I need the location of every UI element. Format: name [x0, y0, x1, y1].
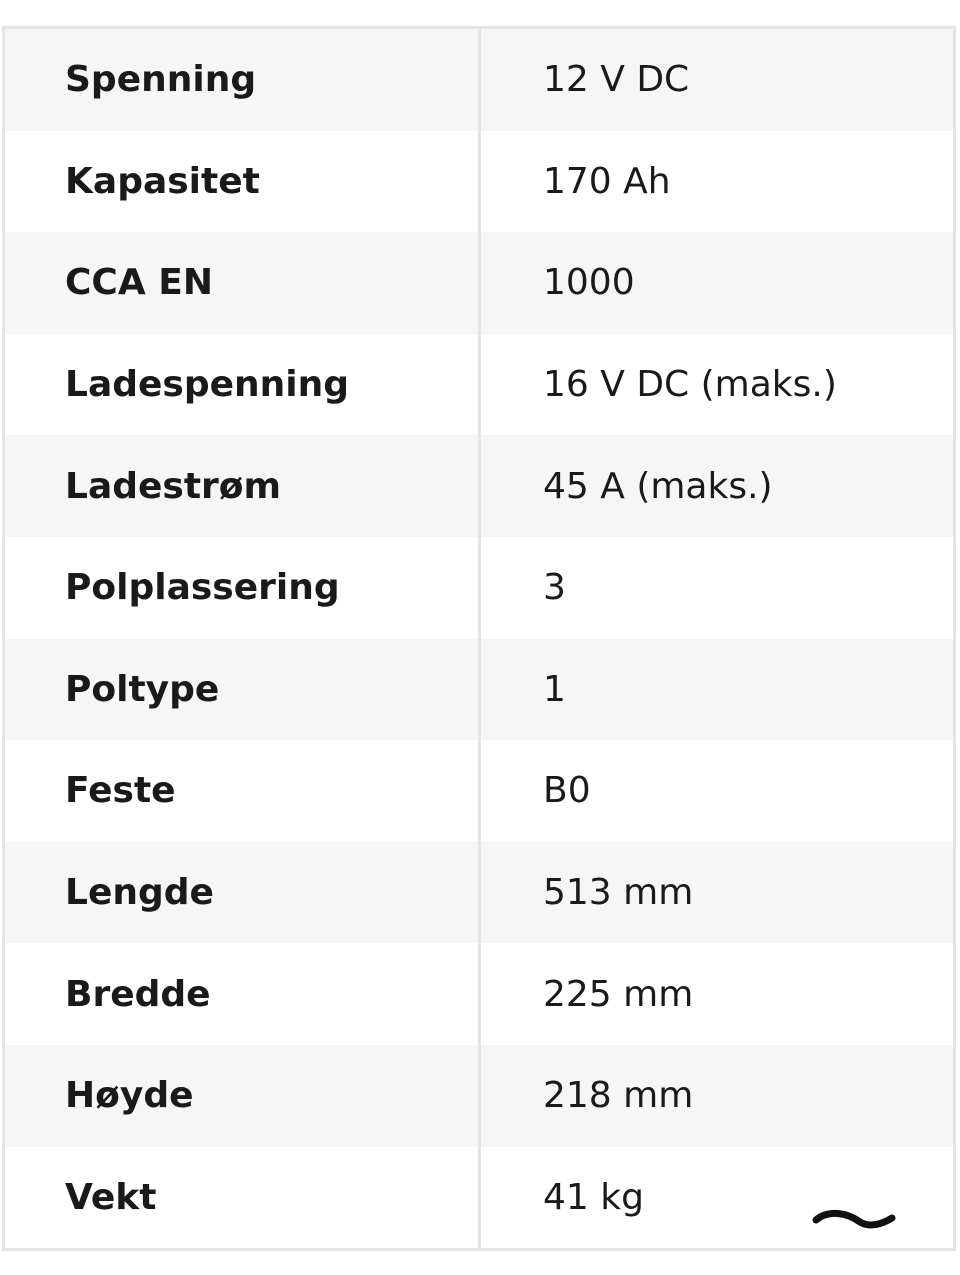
spec-label: Poltype	[5, 639, 481, 741]
spec-row-ladespenning	[5, 334, 953, 436]
spec-label: Vekt	[5, 1147, 481, 1249]
spec-row-lengde	[5, 842, 953, 944]
spec-value: 3	[543, 567, 566, 609]
spec-value: 513 mm	[543, 872, 694, 914]
spec-value: 1000	[543, 262, 635, 304]
spec-value: 45 A (maks.)	[543, 465, 773, 507]
spec-label: Ladestrøm	[5, 435, 481, 537]
spec-row-kapasitet	[5, 131, 953, 233]
spec-value: 41 kg	[543, 1176, 644, 1218]
spec-label: Kapasitet	[5, 131, 481, 233]
spec-value: 170 Ah	[543, 160, 671, 202]
spec-label: Polplassering	[5, 537, 481, 639]
spec-row-bredde	[5, 943, 953, 1045]
spec-label: Lengde	[5, 842, 481, 944]
spec-row-ladestrom	[5, 435, 953, 537]
spec-label: Spenning	[5, 29, 481, 131]
spec-row-polplassering	[5, 537, 953, 639]
spec-value: 12 V DC	[543, 59, 690, 101]
spec-row-feste	[5, 740, 953, 842]
spec-row-cca-en	[5, 232, 953, 334]
scribble-mark	[812, 1204, 896, 1234]
spec-value: 16 V DC (maks.)	[543, 364, 837, 406]
spec-value: 218 mm	[543, 1075, 694, 1117]
spec-row-spenning	[5, 29, 953, 131]
spec-label: Feste	[5, 740, 481, 842]
spec-row-hoyde	[5, 1045, 953, 1147]
spec-label: Bredde	[5, 943, 481, 1045]
spec-value: 225 mm	[543, 973, 694, 1015]
spec-value: B0	[543, 770, 591, 812]
spec-value: 1	[543, 668, 566, 710]
spec-label: Høyde	[5, 1045, 481, 1147]
spec-row-vekt	[5, 1147, 953, 1249]
spec-label: Ladespenning	[5, 334, 481, 436]
spec-label: CCA EN	[5, 232, 481, 334]
spec-table	[2, 26, 956, 1251]
spec-row-poltype	[5, 639, 953, 741]
